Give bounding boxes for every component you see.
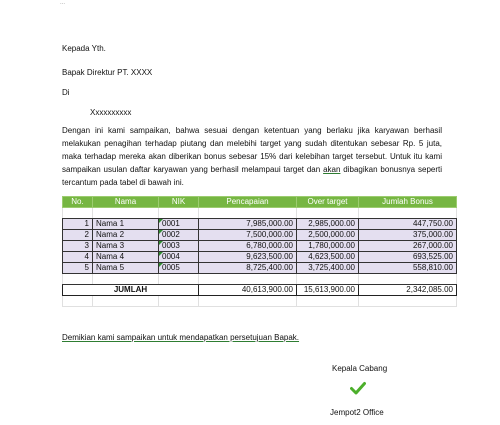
header-nama: Nama — [93, 197, 159, 208]
cell-no: 1 — [63, 219, 93, 230]
table-total-row — [63, 285, 457, 296]
cell-pencapaian: 7,500,000.00 — [199, 230, 297, 241]
cell-bonus: 267,000.00 — [359, 241, 457, 252]
cell-nama: Nama 3 — [93, 241, 159, 252]
closing-sentence: Demikian kami sampaikan untuk mendapatkan persetujuan Bapak. — [62, 333, 300, 342]
body-part-2: dibagikan bonusnya seperti tercantum pada tabel di bawah ini. — [62, 165, 443, 187]
cell-nama: Nama 1 — [93, 219, 159, 230]
cell-over: 3,725,400.00 — [297, 263, 359, 274]
cell-no: 2 — [63, 230, 93, 241]
cell-bonus: 693,525.00 — [359, 252, 457, 263]
cell-pencapaian: 9,623,500.00 — [199, 252, 297, 263]
signer-name: Jempot2 Office — [330, 408, 384, 417]
table-spacer-row — [63, 274, 457, 285]
place-label: Di — [62, 88, 70, 97]
checkmark-icon — [350, 380, 366, 396]
header-nik: NIK — [159, 197, 199, 208]
cell-pencapaian: 7,985,000.00 — [199, 219, 297, 230]
header-no: No. — [63, 197, 93, 208]
cell-no: 5 — [63, 263, 93, 274]
cell-pencapaian: 8,725,400.00 — [199, 263, 297, 274]
cell-bonus: 447,750.00 — [359, 219, 457, 230]
table-tail-row — [63, 296, 457, 307]
top-mark: ... — [60, 0, 66, 6]
table-row — [63, 263, 457, 274]
header-pencapaian: Pencapaian — [199, 197, 297, 208]
cell-over: 2,500,000.00 — [297, 230, 359, 241]
cell-nik: 0003 — [159, 241, 199, 252]
header-over-target: Over target — [297, 197, 359, 208]
cell-over: 1,780,000.00 — [297, 241, 359, 252]
cell-bonus: 558,810.00 — [359, 263, 457, 274]
signer-title: Kepala Cabang — [332, 364, 388, 373]
total-pencapaian: 40,613,900.00 — [199, 285, 297, 296]
cell-bonus: 375,000.00 — [359, 230, 457, 241]
cell-nik: 0002 — [159, 230, 199, 241]
total-over: 15,613,900.00 — [297, 285, 359, 296]
cell-nik: 0004 — [159, 252, 199, 263]
place-name: Xxxxxxxxxx — [90, 108, 132, 117]
cell-over: 2,985,000.00 — [297, 219, 359, 230]
cell-nik: 0005 — [159, 263, 199, 274]
body-part-1: Dengan ini kami sampaikan, bahwa sesuai dengan ketentuan yang berlaku jika karyawan berhasil melakukan penagihan terhadap piutang dan melebihi target yang sudah ditentukan sebesar Rp. 5 juta, maka terhadap mereka akan diberikan bonus sebesar 15% dari kelebihan target tersebut. Untuk itu kami sampaikan usulan daftar karyawan yang berhasil melampaui target dan — [62, 126, 442, 174]
table-header-row — [63, 197, 457, 208]
cell-no: 3 — [63, 241, 93, 252]
to-line: Kepada Yth. — [62, 44, 106, 53]
table-row — [63, 241, 457, 252]
cell-over: 4,623,500.00 — [297, 252, 359, 263]
table-row — [63, 230, 457, 241]
cell-nama: Nama 5 — [93, 263, 159, 274]
header-jumlah-bonus: Jumlah Bonus — [359, 197, 457, 208]
cell-nik: 0001 — [159, 219, 199, 230]
table-row — [63, 219, 457, 230]
cell-nama: Nama 4 — [93, 252, 159, 263]
addressee: Bapak Direktur PT. XXXX — [62, 68, 153, 77]
table-row — [63, 252, 457, 263]
body-paragraph — [62, 124, 442, 189]
table-spacer-row — [63, 208, 457, 219]
total-label: JUMLAH — [63, 285, 199, 296]
bonus-table — [62, 196, 457, 307]
cell-no: 4 — [63, 252, 93, 263]
body-underlined-word: akan — [323, 165, 341, 174]
total-bonus: 2,342,085.00 — [359, 285, 457, 296]
cell-nama: Nama 2 — [93, 230, 159, 241]
cell-pencapaian: 6,780,000.00 — [199, 241, 297, 252]
